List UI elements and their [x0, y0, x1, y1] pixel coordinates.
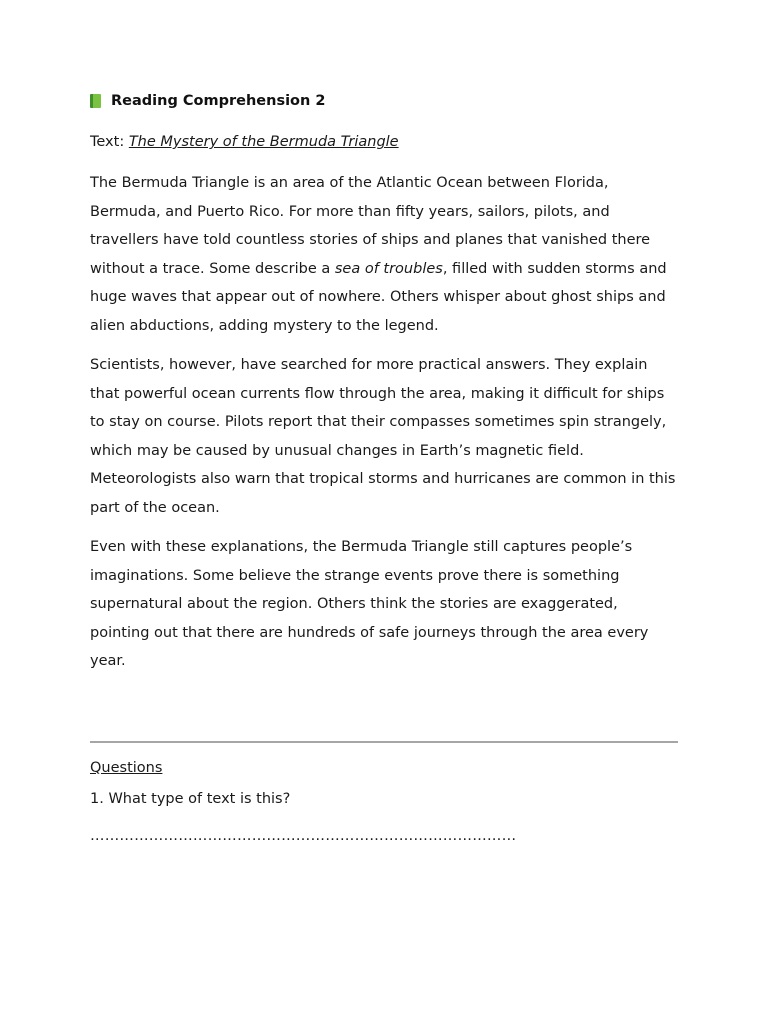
questions-heading: Questions	[90, 760, 163, 776]
paragraph-1-italic-phrase: sea of troubles	[334, 260, 443, 277]
green-book-icon	[90, 94, 101, 108]
text-title: The Mystery of the Bermuda Triangle	[128, 134, 399, 150]
question-1-answer-line[interactable]: ……………………………………………………………………………	[90, 828, 517, 844]
question-1: 1. What type of text is this?	[90, 791, 291, 807]
section-title: Reading Comprehension 2	[111, 93, 326, 109]
paragraph-2: Scientists, however, have searched for more practical answers. They explain that powerful ocean currents flow through the area, making it difficult for ships to stay on course. Pilots report that their compasses sometimes spin strangely, which may be caused by unusual changes in Earth’s magnetic field. Meteorologists also warn that tropical storms and hurricanes are common in this part of the ocean.	[90, 357, 676, 516]
section-heading	[90, 93, 325, 109]
section-divider	[90, 741, 678, 743]
paragraph-3: Even with these explanations, the Bermuda Triangle still captures people’s imaginations. Some believe the strange events prove there is something supernatural about the region. Others think the stories are exaggerated, pointing out that there are hundreds of safe journeys through the area every year.	[90, 539, 649, 670]
paragraph-1-part-a: The Bermuda Triangle is an area of the Atlantic Ocean between Florida, Bermuda, and Puerto Rico. For more than fifty years, sailors, pilots, and travellers have told countless stories of ships and planes that vanished there without a trace. Some describe a	[90, 175, 651, 277]
text-label: Text:	[90, 134, 129, 150]
text-title-line	[90, 134, 399, 150]
paragraph-1-part-b: , filled with sudden storms and huge waves that appear out of nowhere. Others whisper about ghost ships and alien abductions, adding mystery to the legend.	[90, 260, 667, 334]
paragraph-1	[90, 169, 680, 341]
